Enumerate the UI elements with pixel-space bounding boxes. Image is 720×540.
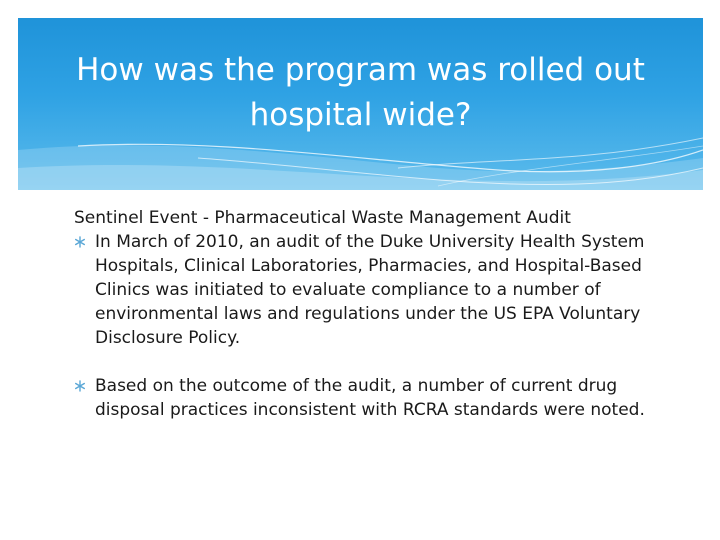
bullet-text: Based on the outcome of the audit, a number of current drug disposal practices inconsistent with RCRA standards were noted. (95, 376, 645, 420)
asterisk-bullet-icon (74, 380, 86, 392)
asterisk-bullet-icon (74, 236, 86, 248)
bullet-item (74, 230, 655, 350)
section-heading: Sentinel Event - Pharmaceutical Waste Management Audit (74, 208, 571, 228)
slide-title: How was the program was rolled out hospital wide? (76, 52, 645, 133)
bullet-item (74, 374, 655, 422)
slide-body (74, 206, 674, 422)
bullet-text: In March of 2010, an audit of the Duke University Health System Hospitals, Clinical Laboratories, Pharmacies, and Hospital-Based Clinics was initiated to evaluate compliance to a number of environmental laws and regulations under the US EPA Voluntary Disclosure Policy. (95, 232, 645, 348)
title-banner (18, 18, 703, 190)
